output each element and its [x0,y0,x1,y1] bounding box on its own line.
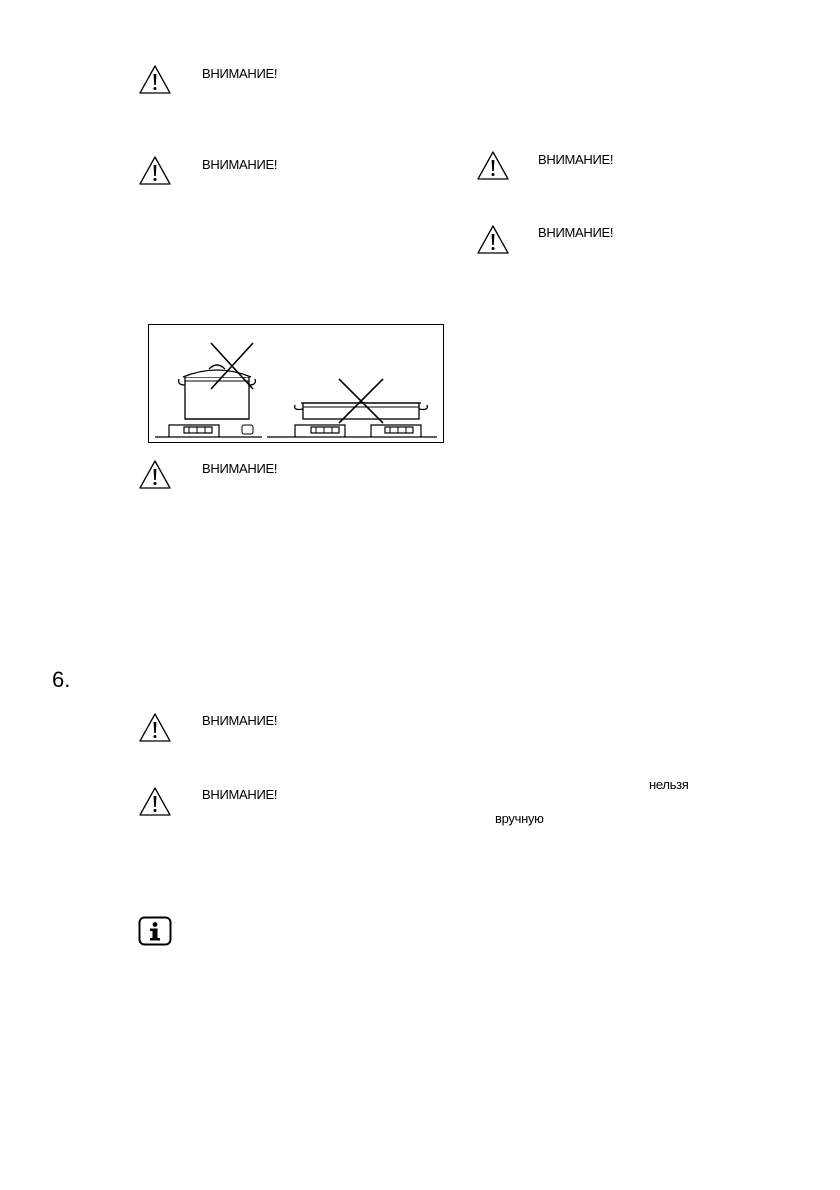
inline-word-vruchnuyu: вручную [495,811,544,826]
warning-label: ВНИМАНИЕ! [202,461,278,476]
warning-block [476,150,510,187]
warning-label: ВНИМАНИЕ! [202,787,278,802]
section-number: 6. [52,667,71,692]
burner-right-b [371,425,421,437]
warning-label: ВНИМАНИЕ! [538,152,614,167]
warning-triangle-icon [138,459,172,491]
wide-pan [295,403,428,419]
warning-block [138,786,172,823]
warning-triangle-icon [138,786,172,818]
warning-triangle-icon [476,224,510,256]
burner-right-a [295,425,345,437]
warning-block [138,459,172,496]
warning-triangle-icon [138,712,172,744]
info-block [138,916,172,951]
warning-triangle-icon [138,155,172,187]
warning-block [476,224,510,261]
warning-label: ВНИМАНИЕ! [202,157,278,172]
warning-block [138,155,172,192]
warning-label: ВНИМАНИЕ! [202,66,278,81]
cookware-figure [148,324,444,443]
warning-triangle-icon [476,150,510,182]
info-icon [138,916,172,946]
warning-label: ВНИМАНИЕ! [538,225,614,240]
warning-triangle-icon [138,64,172,96]
warning-block [138,64,172,101]
cookware-illustration [149,325,443,442]
warning-block [138,712,172,749]
warning-label: ВНИМАНИЕ! [202,713,278,728]
inline-word-nelzya: нельзя [649,777,689,792]
burner-left [169,425,253,437]
tall-pot [179,365,256,419]
